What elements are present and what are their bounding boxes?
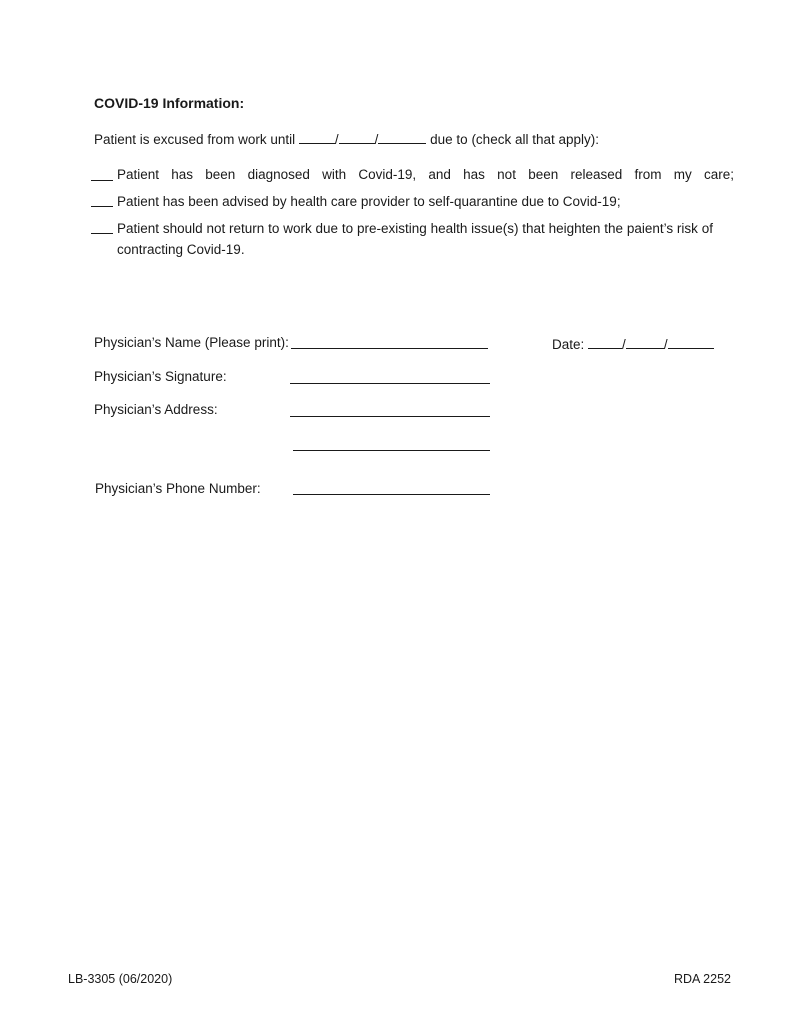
section-heading: COVID-19 Information: (94, 95, 245, 111)
physician-address-label: Physician’s Address: (94, 402, 218, 417)
physician-date: Date: / / (552, 335, 714, 352)
excused-suffix: due to (check all that apply): (430, 132, 599, 147)
date-year-blank[interactable] (668, 335, 714, 349)
excused-month-blank[interactable] (299, 130, 335, 144)
physician-name-field[interactable] (291, 348, 488, 349)
physician-address-field-1[interactable] (290, 416, 490, 417)
rda-number: RDA 2252 (674, 972, 731, 986)
physician-signature-field[interactable] (290, 383, 490, 384)
option-self-quarantine: Patient has been advised by health care provider to self-quarantine due to Covid-19; (117, 194, 621, 209)
option-preexisting-health: Patient should not return to work due to pre-existing health issue(s) that heighten the paient’s risk of contracting Covid-19. (117, 221, 713, 257)
physician-phone-label: Physician’s Phone Number: (95, 481, 261, 496)
excused-prefix: Patient is excused from work until (94, 132, 296, 147)
checkbox-line-preexisting[interactable] (91, 233, 113, 234)
physician-signature-label: Physician’s Signature: (94, 369, 227, 384)
excused-year-blank[interactable] (378, 130, 426, 144)
form-code: LB-3305 (06/2020) (68, 972, 173, 986)
option-diagnosed: Patient has been diagnosed with Covid-19, and has not been released from my care; (117, 167, 734, 182)
excused-until-line: Patient is excused from work until / / due to (check all that apply): (94, 132, 599, 147)
physician-phone-field[interactable] (293, 494, 490, 495)
physician-name-label: Physician’s Name (Please print): (94, 335, 289, 350)
date-month-blank[interactable] (588, 335, 622, 349)
checkbox-line-quarantine[interactable] (91, 206, 113, 207)
checkbox-line-diagnosed[interactable] (91, 180, 113, 181)
date-day-blank[interactable] (626, 335, 664, 349)
date-label: Date: (552, 337, 585, 352)
physician-address-field-2[interactable] (293, 450, 490, 451)
excused-day-blank[interactable] (339, 130, 375, 144)
